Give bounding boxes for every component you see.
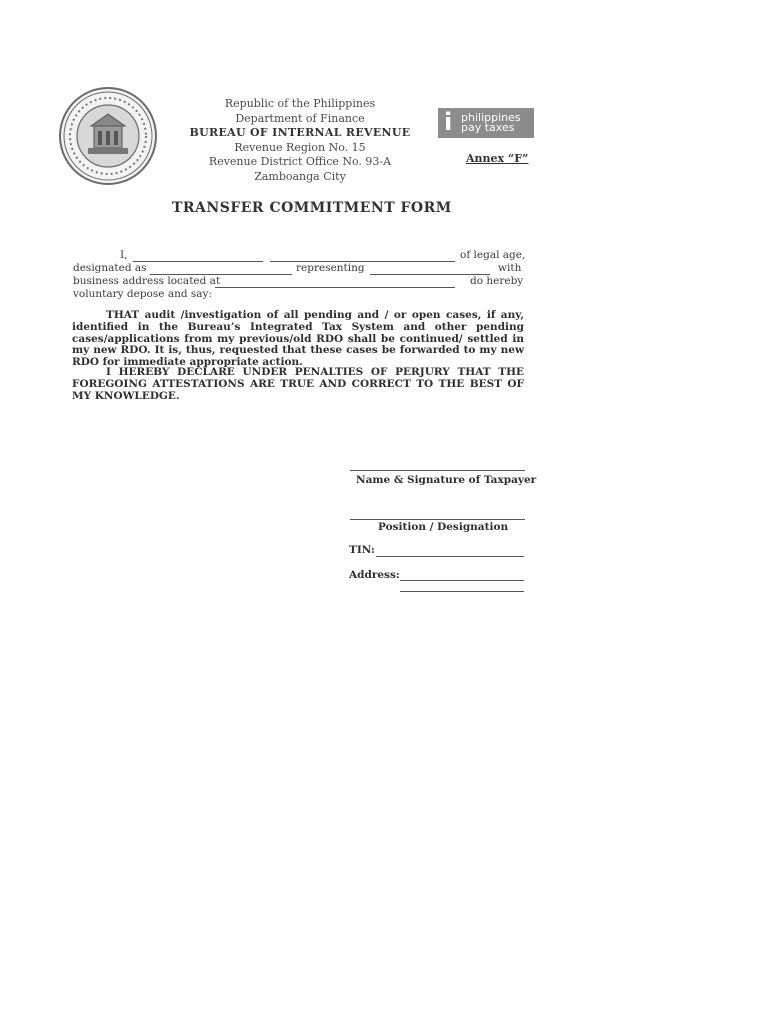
tin-line[interactable] <box>376 556 524 557</box>
header-region: Revenue Region No. 15 <box>234 140 366 154</box>
letterhead <box>180 97 420 184</box>
logo-line2: pay taxes <box>461 121 515 134</box>
representing-text: representing <box>296 262 365 274</box>
business-address-line[interactable] <box>215 287 455 288</box>
signature-line[interactable] <box>350 470 525 471</box>
declaration-text: I HEREBY DECLARE UNDER PENALTIES OF PERJURY THAT THE FOREGOING ATTESTATIONS ARE TRUE AND CORRECT TO THE BEST OF MY KNOWLEDGE. <box>72 366 524 402</box>
logo-mark: i <box>444 108 453 136</box>
depose-text: voluntary depose and say: <box>73 288 213 300</box>
declaration-paragraph <box>72 367 524 402</box>
commitment-paragraph <box>72 310 524 369</box>
do-hereby-text: do hereby <box>470 275 524 287</box>
business-address-text: business address located at <box>73 275 221 287</box>
address-label: Address: <box>349 569 400 581</box>
philippines-pay-taxes-logo <box>438 108 534 138</box>
bir-seal-icon <box>58 86 158 186</box>
name-line[interactable] <box>133 261 263 262</box>
header-department: Department of Finance <box>235 111 365 125</box>
tin-label: TIN: <box>349 544 375 556</box>
designated-as-text: designated as <box>73 262 147 274</box>
address-line-1[interactable] <box>400 580 524 581</box>
position-line[interactable] <box>350 519 525 520</box>
i-label: I, <box>120 249 128 261</box>
form-title: TRANSFER COMMITMENT FORM <box>172 200 452 216</box>
position-caption: Position / Designation <box>378 521 509 533</box>
legal-age-text: of legal age, <box>460 249 526 261</box>
with-text: with <box>498 262 522 274</box>
logo-line1: philippines <box>461 111 521 124</box>
header-city: Zamboanga City <box>254 169 346 183</box>
name-signature-caption: Name & Signature of Taxpayer <box>356 474 537 486</box>
annex-label: Annex “F” <box>466 152 529 165</box>
header-district: Revenue District Office No. 93-A <box>208 155 392 168</box>
commitment-text: THAT audit /investigation of all pending and / or open cases, if any, identified in the Bureau’s Integrated Tax System and other pending cases/applications from my previous/old RDO shall be continued/ settled in my new RDO. It is, thus, requested that these cases be forwarded to my new RDO for immediate appropriate action. <box>72 309 524 369</box>
header-republic: Republic of the Philippines <box>224 97 376 110</box>
header-bureau: BUREAU OF INTERNAL REVENUE <box>189 126 411 139</box>
address-line-2[interactable] <box>400 591 524 592</box>
